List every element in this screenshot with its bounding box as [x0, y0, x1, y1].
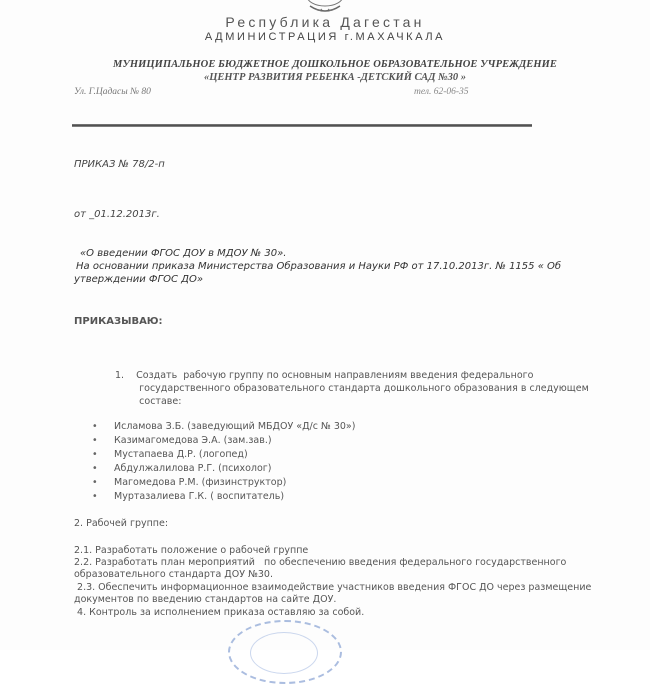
- header-divider: [72, 124, 532, 127]
- item2-3-line2: документов по введению стандартов на сайте ДОУ.: [74, 594, 337, 605]
- bullet-icon: •: [92, 449, 98, 460]
- list-item: [92, 421, 355, 432]
- coat-of-arms-icon: [300, 0, 350, 14]
- item2-2-line2: образовательного стандарта ДОУ №30.: [74, 569, 273, 580]
- official-stamp-inner-ring: [250, 632, 318, 674]
- bullet-icon: •: [92, 421, 98, 432]
- order-subject-line3: утверждении ФГОС ДО»: [74, 274, 203, 285]
- list-item: [92, 435, 272, 446]
- republic-title: Республика Дагестан: [225, 14, 425, 30]
- member-text: Магомедова Р.М. (физинструктор): [114, 477, 287, 488]
- item1-line1: 1. Создать рабочую группу по основным направлениям введения федерального: [115, 370, 534, 381]
- list-item: [92, 491, 284, 502]
- organization-address: Ул. Г.Цадасы № 80: [74, 87, 151, 97]
- organization-name-line1: МУНИЦИПАЛЬНОЕ БЮДЖЕТНОЕ ДОШКОЛЬНОЕ ОБРАЗОВАТЕЛЬНОЕ УЧРЕЖДЕНИЕ: [113, 59, 557, 70]
- item2-1: 2.1. Разработать положение о рабочей группе: [74, 545, 309, 556]
- bullet-icon: •: [92, 491, 98, 502]
- organization-phone: тел. 62-06-35: [414, 87, 469, 97]
- item1-line3: составе:: [115, 396, 182, 407]
- order-number: ПРИКАЗ № 78/2-п: [74, 159, 165, 170]
- member-text: Казимагомедова Э.А. (зам.зав.): [114, 435, 272, 446]
- item2-2-line1: 2.2. Разработать план мероприятий по обеспечению введения федерального государственного: [74, 557, 567, 568]
- order-date: от _01.12.2013г.: [74, 209, 160, 220]
- order-subject-line1: «О введении ФГОС ДОУ в МДОУ № 30».: [80, 248, 287, 259]
- item4: 4. Контроль за исполнением приказа оставляю за собой.: [74, 607, 365, 618]
- bullet-icon: •: [92, 435, 98, 446]
- item2-heading: 2. Рабочей группе:: [74, 518, 169, 529]
- administration-title: АДМИНИСТРАЦИЯ г.МАХАЧКАЛА: [204, 31, 446, 43]
- member-text: Мустапаева Д.Р. (логопед): [114, 449, 248, 460]
- list-item: [92, 463, 271, 474]
- orders-heading: ПРИКАЗЫВАЮ:: [74, 316, 163, 327]
- bullet-icon: •: [92, 477, 98, 488]
- member-text: Исламова З.Б. (заведующий МБДОУ «Д/с № 30»): [114, 421, 356, 432]
- organization-name-line2: «ЦЕНТР РАЗВИТИЯ РЕБЕНКА -ДЕТСКИЙ САД №30 »: [203, 72, 467, 83]
- item1-line2: государственного образовательного стандарта дошкольного образования в следующем: [115, 383, 589, 394]
- member-text: Абдулжалилова Р.Г. (психолог): [114, 463, 272, 474]
- member-text: Муртазалиева Г.К. ( воспитатель): [114, 491, 285, 502]
- list-item: [92, 477, 286, 488]
- list-item: [92, 449, 248, 460]
- order-subject-line2: На основании приказа Министерства Образования и Науки РФ от 17.10.2013г. № 1155 « Об: [76, 261, 562, 272]
- bullet-icon: •: [92, 463, 98, 474]
- item2-3-line1: 2.3. Обеспечить информационное взаимодействие участников введения ФГОС ДО через размещение: [74, 582, 592, 593]
